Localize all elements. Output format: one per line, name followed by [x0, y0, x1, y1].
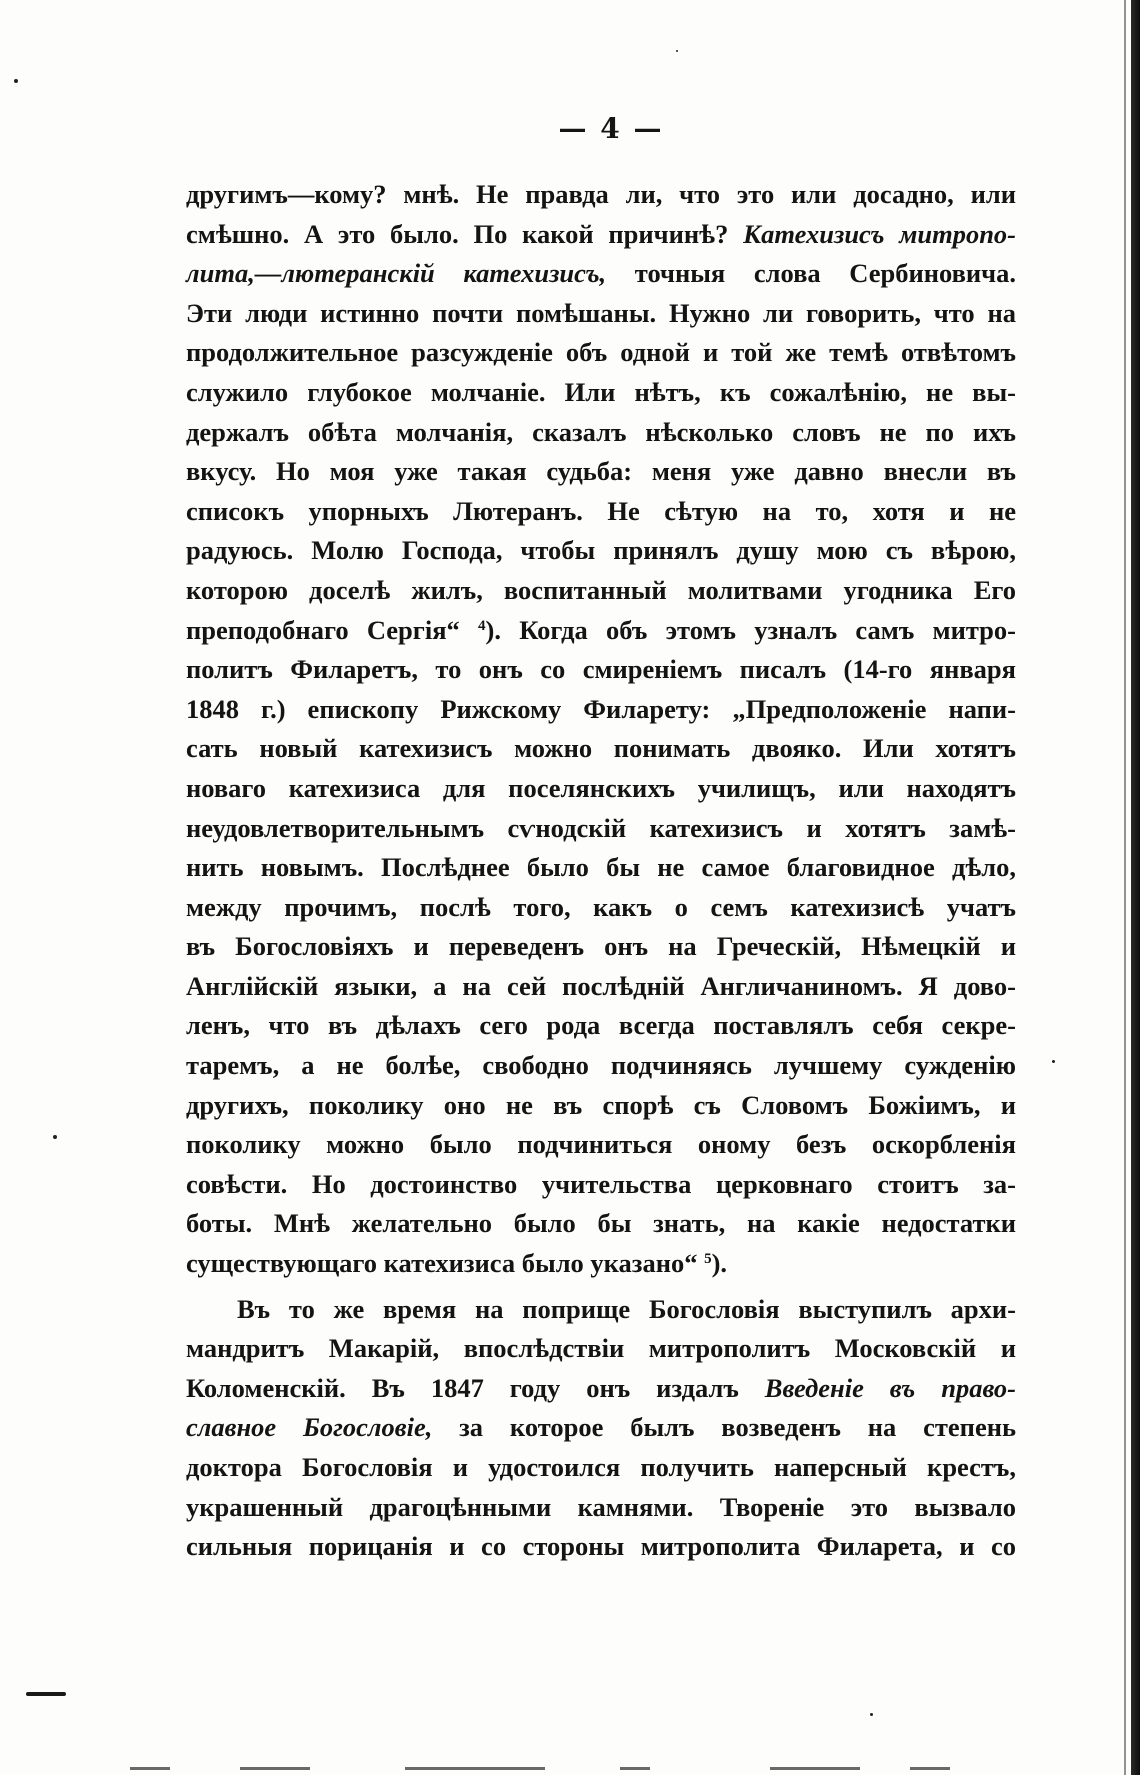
text-line: сать новый катехизисъ можно понимать двояко. Или хотятъ	[186, 733, 1016, 764]
text-line: служило глубокое молчаніе. Или нѣтъ, къ сожалѣнію, не вы-	[186, 376, 1016, 407]
text-line: которою доселѣ жилъ, воспитанный молитвами угодника Его	[186, 574, 1016, 605]
text-line: лита,—лютеранскій катехизисъ, точныя слова Сербиновича.	[186, 258, 1016, 289]
scan-speck	[53, 1135, 57, 1139]
body-text	[186, 175, 1016, 1567]
text-line: украшенный драгоцѣнными камнями. Твореніе это вызвало	[186, 1491, 1016, 1522]
text-line: сильныя порицанія и со стороны митрополита Филарета, и со	[186, 1531, 1016, 1562]
text-line: радуюсь. Молю Господа, чтобы принялъ душу мою съ вѣрою,	[186, 535, 1016, 566]
text-line: боты. Мнѣ желательно было бы знать, на какіе недостатки	[186, 1208, 1016, 1239]
text-line: смѣшно. А это было. По какой причинѣ? Катехизисъ митропо-	[186, 218, 1017, 249]
text-line: продолжительное разсужденіе объ одной и той же темѣ отвѣтомъ	[186, 337, 1016, 368]
text-line: ленъ, что въ дѣлахъ сего рода всегда поставлялъ себя секре-	[186, 1010, 1016, 1041]
footnote-ref: 5	[704, 1251, 712, 1268]
scan-speck	[870, 1713, 873, 1716]
scan-speck	[14, 79, 18, 83]
text-line: нить новымъ. Послѣднее было бы не самое благовидное дѣло,	[186, 852, 1016, 883]
footnote-ref: 4	[478, 617, 486, 634]
page-number: — 4 —	[558, 112, 664, 145]
scan-speck	[1052, 1060, 1055, 1063]
text-line: списокъ упорныхъ Лютеранъ. Не сѣтую на то, хотя и не	[186, 495, 1016, 526]
italic-title: Катехизисъ митропо-	[743, 218, 1017, 249]
scan-binding-edge	[1131, 0, 1140, 1775]
text-line: другимъ—кому? мнѣ. Не правда ли, что это или досадно, или	[186, 179, 1016, 209]
scan-bottom-artifacts	[120, 1765, 980, 1775]
scan-binding-shadow	[1124, 0, 1126, 1775]
text-line: другихъ, поколику оно не въ спорѣ съ Словомъ Божіимъ, и	[186, 1089, 1016, 1120]
text-line: Въ то же время на поприще Богословія выступилъ архи-	[237, 1293, 1016, 1324]
text-line: Коломенскій. Въ 1847 году онъ издалъ Введеніе въ право-	[186, 1372, 1017, 1403]
text-line: политъ Филаретъ, то онъ со смиреніемъ писалъ (14-го января	[186, 654, 1016, 685]
text-line: преподобнаго Сергія“ $^4$). Когда объ этомъ узналъ самъ митро-	[186, 614, 1016, 645]
text-line: существующаго катехизиса было указано“ $^5$).	[186, 1248, 728, 1279]
text-line: славное Богословіе, за которое былъ возведенъ на степень	[186, 1412, 1016, 1443]
text-line: доктора Богословія и удостоился получить наперсный крестъ,	[186, 1452, 1016, 1482]
text-line: вкусу. Но моя уже такая судьба: меня уже давно внесли въ	[186, 456, 1016, 487]
text-line: мандритъ Макарій, впослѣдствіи митрополитъ Московскій и	[186, 1333, 1016, 1364]
text-line: держалъ обѣта молчанія, сказалъ нѣсколько словъ не по ихъ	[186, 416, 1016, 447]
text-line: Англійскій языки, а на сей послѣдній Англичаниномъ. Я дово-	[186, 970, 1016, 1001]
italic-title: славное Богословіе,	[186, 1412, 433, 1443]
text-line: неудовлетворительнымъ сѵнодскій катехизисъ и хотятъ замѣ-	[186, 812, 1016, 843]
margin-mark	[26, 1692, 66, 1696]
text-line: въ Богословіяхъ и переведенъ онъ на Греческій, Нѣмецкій и	[186, 931, 1016, 962]
text-line: между прочимъ, послѣ того, какъ о семъ катехизисѣ учатъ	[186, 891, 1016, 922]
scan-speck	[676, 50, 678, 52]
text-line: поколику можно было подчиниться оному безъ оскорбленія	[186, 1129, 1016, 1160]
italic-title: лита,—лютеранскій катехизисъ,	[186, 258, 607, 289]
italic-title: Введеніе въ право-	[764, 1372, 1017, 1403]
text-line: новаго катехизиса для поселянскихъ училищъ, или находятъ	[186, 772, 1016, 803]
text-line: 1848 г.) епископу Рижскому Филарету: „Предположеніе напи-	[186, 693, 1016, 724]
text-line: таремъ, а не болѣе, свободно подчиняясь лучшему сужденію	[186, 1050, 1016, 1081]
text-line: совѣсти. Но достоинство учительства церковнаго стоитъ за-	[186, 1168, 1016, 1199]
text-line: Эти люди истинно почти помѣшаны. Нужно ли говорить, что на	[186, 297, 1016, 328]
